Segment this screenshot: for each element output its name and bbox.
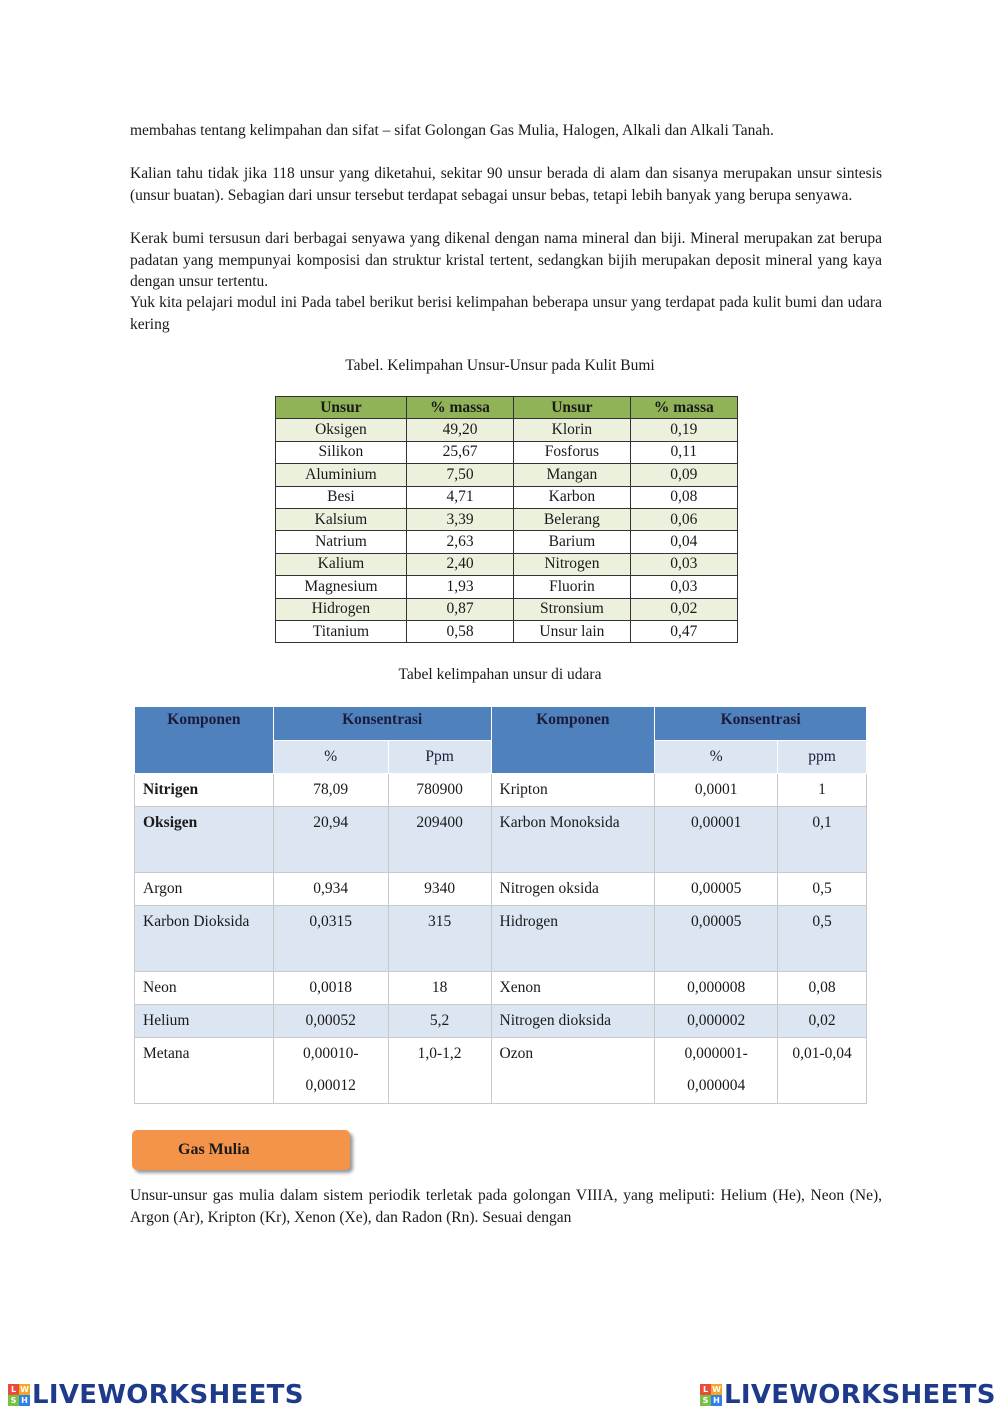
table-row	[276, 464, 738, 486]
table1-cell-unsur: Natrium	[276, 531, 407, 553]
table1-cell-massa-2: 0,09	[630, 464, 737, 486]
table1-cell-unsur-2: Fluorin	[514, 576, 630, 598]
table1-cell-unsur: Hidrogen	[276, 598, 407, 620]
table2-header-ppm-2: ppm	[778, 741, 867, 774]
table1-cell-unsur-2: Fosforus	[514, 441, 630, 463]
table2-cell-persen-2: 0,00001	[655, 807, 778, 873]
table2-caption: Tabel kelimpahan unsur di udara	[398, 666, 602, 683]
gas-mulia-section-button[interactable]: Gas Mulia	[132, 1130, 350, 1170]
table2-header-komponen-2: Komponen	[491, 707, 655, 774]
table-row	[135, 972, 867, 1005]
table1-cell-massa-2: 0,19	[630, 419, 737, 441]
table-row	[276, 531, 738, 553]
table-row	[276, 441, 738, 463]
earth-crust-table	[275, 396, 738, 643]
table-row	[135, 906, 867, 972]
table2-cell-ppm-2: 0,1	[778, 807, 867, 873]
table2-cell-ppm: 9340	[388, 873, 491, 906]
table2-header-pct-2: %	[655, 741, 778, 774]
table-row	[135, 1038, 867, 1104]
table1-cell-massa: 0,58	[406, 620, 513, 642]
table1-cell-massa: 2,63	[406, 531, 513, 553]
table1-cell-unsur-2: Nitrogen	[514, 553, 630, 575]
table2-cell-komponen: Metana	[135, 1038, 274, 1104]
table2-cell-ppm: 18	[388, 972, 491, 1005]
air-composition-table	[134, 706, 867, 1104]
table2-cell-persen-2: 0,00005	[655, 906, 778, 972]
footer-logo-right[interactable]	[700, 1378, 996, 1412]
liveworksheets-logo-icon-2: L W S H	[700, 1384, 722, 1406]
table2-cell-ppm: 1,0-1,2	[388, 1038, 491, 1104]
table2-cell-persen: 20,94	[273, 807, 388, 873]
table-row	[135, 774, 867, 807]
table2-cell-komponen: Nitrigen	[135, 774, 274, 807]
table-row	[276, 620, 738, 642]
table2-cell-persen-2: 0,00005	[655, 873, 778, 906]
table2-cell-persen-2: 0,0001	[655, 774, 778, 807]
table2-cell-ppm-2: 0,08	[778, 972, 867, 1005]
table2-cell-persen: 0,00010-0,00012	[273, 1038, 388, 1104]
table2-cell-komponen-2: Hidrogen	[491, 906, 655, 972]
table2-cell-ppm: 780900	[388, 774, 491, 807]
footer-logo-left[interactable]	[8, 1378, 304, 1412]
table1-cell-unsur-2: Karbon	[514, 486, 630, 508]
table2-cell-ppm-2: 0,5	[778, 906, 867, 972]
table1-header-unsur: Unsur	[276, 397, 407, 419]
table1-cell-unsur: Kalium	[276, 553, 407, 575]
table1-cell-massa: 25,67	[406, 441, 513, 463]
table2-cell-komponen-2: Xenon	[491, 972, 655, 1005]
table1-cell-massa-2: 0,06	[630, 508, 737, 530]
table1-cell-massa-2: 0,04	[630, 531, 737, 553]
table1-cell-unsur-2: Klorin	[514, 419, 630, 441]
table2-cell-komponen: Argon	[135, 873, 274, 906]
table1-cell-massa-2: 0,03	[630, 553, 737, 575]
table2-header-konsentrasi-2: Konsentrasi	[655, 707, 867, 741]
table2-cell-persen: 0,934	[273, 873, 388, 906]
gas-mulia-paragraph: Unsur-unsur gas mulia dalam sistem periodik terletak pada golongan VIIIA, yang meliputi: Helium (He), Neon (Ne), Argon (Ar), Kripton (Kr), Xenon (Xe), dan Radon (Rn). Sesuai dengan	[130, 1187, 882, 1226]
table1-cell-unsur: Kalsium	[276, 508, 407, 530]
table-row	[276, 419, 738, 441]
table1-cell-unsur: Aluminium	[276, 464, 407, 486]
table1-cell-massa: 1,93	[406, 576, 513, 598]
table2-cell-persen-2: 0,000001-0,000004	[655, 1038, 778, 1104]
table1-cell-massa: 0,87	[406, 598, 513, 620]
table1-cell-massa: 2,40	[406, 553, 513, 575]
table-row	[135, 807, 867, 873]
table2-cell-komponen-2: Nitrogen oksida	[491, 873, 655, 906]
table-row	[135, 1005, 867, 1038]
table1-cell-unsur: Magnesium	[276, 576, 407, 598]
table2-cell-ppm: 315	[388, 906, 491, 972]
table2-cell-komponen: Karbon Dioksida	[135, 906, 274, 972]
table2-cell-ppm: 209400	[388, 807, 491, 873]
table2-cell-persen-2: 0,000002	[655, 1005, 778, 1038]
table2-cell-ppm: 5,2	[388, 1005, 491, 1038]
table2-cell-ppm-2: 0,5	[778, 873, 867, 906]
table1-cell-unsur-2: Barium	[514, 531, 630, 553]
table2-cell-ppm-2: 1	[778, 774, 867, 807]
table-row	[276, 508, 738, 530]
table1-cell-massa: 49,20	[406, 419, 513, 441]
table1-cell-massa-2: 0,03	[630, 576, 737, 598]
table-row	[276, 486, 738, 508]
table1-cell-massa: 3,39	[406, 508, 513, 530]
liveworksheets-logo-icon: L W S H	[8, 1384, 30, 1406]
table1-cell-massa-2: 0,08	[630, 486, 737, 508]
table1-cell-massa-2: 0,02	[630, 598, 737, 620]
table2-cell-komponen-2: Ozon	[491, 1038, 655, 1104]
kerak-bumi-paragraph: Kerak bumi tersusun dari berbagai senyawa yang dikenal dengan nama mineral dan biji. Mineral merupakan zat berupa padatan yang mempunyai komposisi dan struktur kristal tertent, sedangkan bijih merupakan deposit mineral yang kaya dengan unsur tertentu.	[130, 230, 882, 290]
table1-cell-unsur-2: Mangan	[514, 464, 630, 486]
table1-cell-unsur-2: Belerang	[514, 508, 630, 530]
table1-cell-unsur-2: Stronsium	[514, 598, 630, 620]
table2-header-pct: %	[273, 741, 388, 774]
table2-header-konsentrasi: Konsentrasi	[273, 707, 491, 741]
table2-cell-komponen: Helium	[135, 1005, 274, 1038]
table2-cell-komponen-2: Karbon Monoksida	[491, 807, 655, 873]
footer-brand-right: LIVEWORKSHEETS	[724, 1380, 996, 1410]
table1-cell-massa: 4,71	[406, 486, 513, 508]
table1-caption: Tabel. Kelimpahan Unsur-Unsur pada Kulit Bumi	[345, 357, 655, 374]
table1-cell-unsur: Oksigen	[276, 419, 407, 441]
table2-cell-komponen: Oksigen	[135, 807, 274, 873]
table1-header-massa-2: % massa	[630, 397, 737, 419]
table-row	[276, 598, 738, 620]
modul-paragraph: Yuk kita pelajari modul ini Pada tabel berikut berisi kelimpahan beberapa unsur yang terdapat pada kulit bumi dan udara kering	[130, 294, 882, 333]
table2-cell-persen: 0,0018	[273, 972, 388, 1005]
table2-header-komponen: Komponen	[135, 707, 274, 774]
unsur-paragraph: Kalian tahu tidak jika 118 unsur yang diketahui, sekitar 90 unsur berada di alam dan sisanya merupakan unsur sintesis (unsur buatan). Sebagian dari unsur tersebut terdapat sebagai unsur bebas, tetapi lebih banyak yang berupa senyawa.	[130, 165, 882, 204]
table1-cell-massa-2: 0,47	[630, 620, 737, 642]
table2-cell-persen: 0,0315	[273, 906, 388, 972]
table2-cell-komponen-2: Nitrogen dioksida	[491, 1005, 655, 1038]
table1-cell-massa-2: 0,11	[630, 441, 737, 463]
table2-cell-komponen: Neon	[135, 972, 274, 1005]
table2-cell-persen: 78,09	[273, 774, 388, 807]
table-row	[276, 576, 738, 598]
table1-header-massa: % massa	[406, 397, 513, 419]
table1-cell-unsur: Titanium	[276, 620, 407, 642]
table2-cell-persen: 0,00052	[273, 1005, 388, 1038]
intro-paragraph: membahas tentang kelimpahan dan sifat – sifat Golongan Gas Mulia, Halogen, Alkali dan Alkali Tanah.	[130, 122, 774, 139]
table1-header-unsur-2: Unsur	[514, 397, 630, 419]
table2-cell-komponen-2: Kripton	[491, 774, 655, 807]
table2-header-ppm: Ppm	[388, 741, 491, 774]
table1-cell-unsur-2: Unsur lain	[514, 620, 630, 642]
table1-cell-massa: 7,50	[406, 464, 513, 486]
table-row	[135, 873, 867, 906]
table-row	[276, 553, 738, 575]
footer-brand-left: LIVEWORKSHEETS	[32, 1380, 304, 1410]
table2-cell-ppm-2: 0,01-0,04	[778, 1038, 867, 1104]
table2-cell-ppm-2: 0,02	[778, 1005, 867, 1038]
table1-cell-unsur: Silikon	[276, 441, 407, 463]
table2-cell-persen-2: 0,000008	[655, 972, 778, 1005]
table1-cell-unsur: Besi	[276, 486, 407, 508]
